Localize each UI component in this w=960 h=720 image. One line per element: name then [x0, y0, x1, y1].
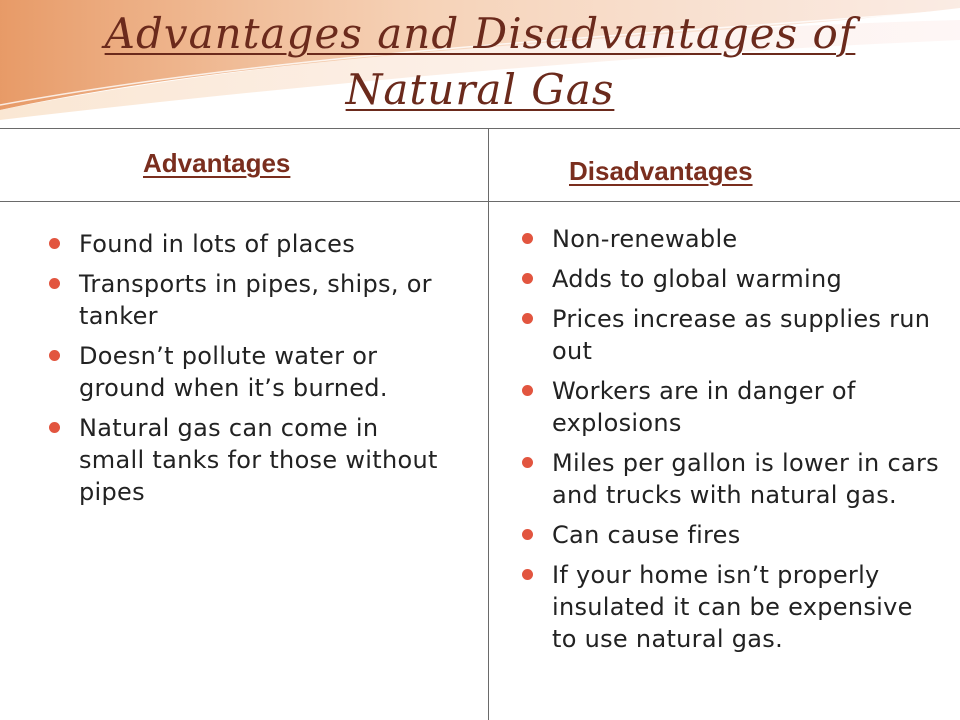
bullet-dot-icon — [522, 313, 533, 324]
list-item — [522, 375, 942, 439]
bullet-dot-icon — [522, 233, 533, 244]
list-item — [49, 268, 449, 332]
bullet-dot-icon — [49, 278, 60, 289]
list-item — [49, 340, 449, 404]
table-top-border — [0, 128, 960, 129]
bullet-dot-icon — [522, 385, 533, 396]
table-header-divider — [0, 201, 960, 202]
list-item-text: Doesn’t pollute water or ground when it’s burned. — [79, 342, 388, 402]
list-item-text: Prices increase as supplies run out — [552, 305, 931, 365]
list-item-text: Natural gas can come in small tanks for those without pipes — [79, 414, 438, 506]
bullet-dot-icon — [49, 238, 60, 249]
column-divider — [488, 128, 489, 720]
list-item-text: Miles per gallon is lower in cars and trucks with natural gas. — [552, 449, 939, 509]
list-item-text: Can cause fires — [552, 521, 741, 549]
list-item — [49, 412, 449, 508]
disadvantages-heading: Disadvantages — [569, 156, 753, 186]
list-item — [522, 303, 942, 367]
bullet-dot-icon — [49, 422, 60, 433]
advantages-heading: Advantages — [143, 148, 291, 178]
list-item — [522, 263, 942, 295]
slide-title: Advantages and Disadvantages of Natural Gas — [104, 9, 856, 114]
list-item — [49, 228, 449, 260]
bullet-dot-icon — [49, 350, 60, 361]
list-item — [522, 447, 942, 511]
bullet-dot-icon — [522, 273, 533, 284]
bullet-dot-icon — [522, 457, 533, 468]
list-item-text: Non-renewable — [552, 225, 738, 253]
advantages-list — [49, 228, 449, 516]
list-item-text: Transports in pipes, ships, or tanker — [79, 270, 432, 330]
list-item-text: If your home isn’t properly insulated it can be expensive to use natural gas. — [552, 561, 913, 653]
list-item-text: Workers are in danger of explosions — [552, 377, 856, 437]
list-item — [522, 559, 942, 655]
list-item-text: Found in lots of places — [79, 230, 356, 258]
bullet-dot-icon — [522, 529, 533, 540]
list-item — [522, 519, 942, 551]
list-item-text: Adds to global warming — [552, 265, 843, 293]
disadvantages-list — [522, 223, 942, 663]
list-item — [522, 223, 942, 255]
bullet-dot-icon — [522, 569, 533, 580]
